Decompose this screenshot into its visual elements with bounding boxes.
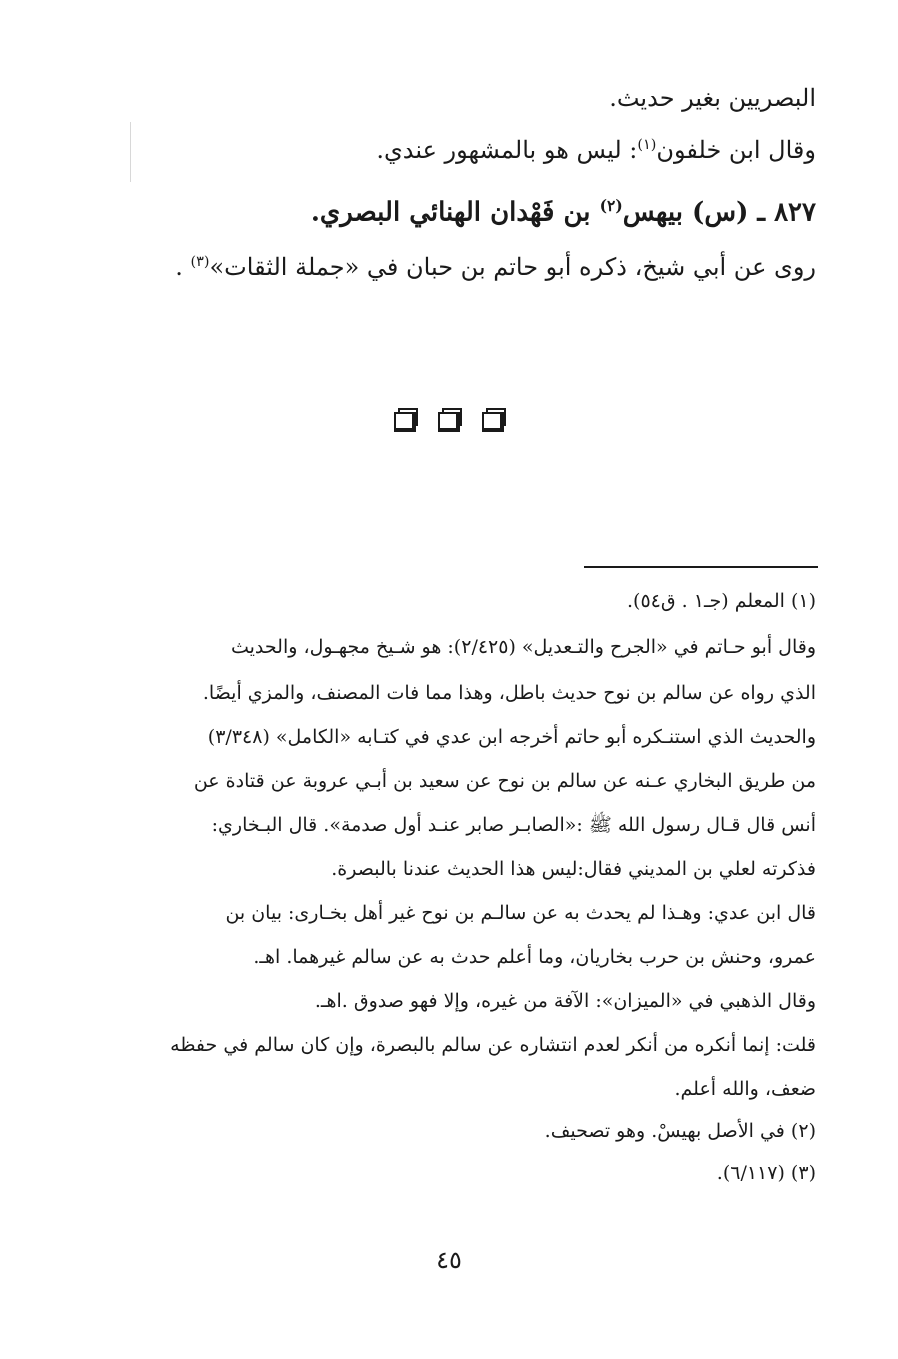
entry-heading xyxy=(311,196,816,228)
footnote-line: فذكرته لعلي بن المديني فقال:ليس هذا الحديث عندنا بالبصرة. xyxy=(331,858,816,880)
text-line-4-end: . xyxy=(175,253,191,281)
entry-heading-name: ٨٢٧ ـ (س) بيهس xyxy=(622,197,816,228)
footnote-1-cont xyxy=(225,902,816,925)
footnote-1-cont xyxy=(231,636,816,659)
footnote-line: وقال الذهبي في «الميزان»: الآفة من غيره، وإلا فهو صدوق .اهـ. xyxy=(314,990,816,1012)
footnote-1-cont xyxy=(203,682,816,705)
footnote-1-cont xyxy=(675,1078,817,1101)
section-divider-ornaments xyxy=(0,408,898,428)
text-line-1-content: البصريين بغير حديث. xyxy=(609,84,816,112)
text-line-4 xyxy=(175,253,816,282)
footnote-1-cont xyxy=(208,726,816,749)
footnote-1-cont xyxy=(170,1034,816,1057)
footnote-ref-2[interactable]: (٢) xyxy=(599,196,623,215)
footnote-1-cont xyxy=(315,990,816,1013)
footnote-3 xyxy=(717,1162,816,1185)
footnote-2 xyxy=(545,1120,816,1143)
footnote-line: قال ابن عدي: وهـذا لم يحدث به عن سالـم بن نوح غير أهل بخـارى: بيان بن xyxy=(225,902,816,924)
page-number: ٤٥ xyxy=(436,1246,462,1274)
ornament-square-icon xyxy=(438,408,460,428)
footnote-separator xyxy=(584,566,818,568)
footnote-line: ضعف، والله أعلم. xyxy=(674,1078,816,1100)
footnote-line: من طريق البخاري عـنه عن سالم بن نوح عن سعيد بن أبـي عروبة عن قتادة عن xyxy=(193,770,816,792)
footnote-line: وقال أبو حـاتم في «الجرح والتـعديل» (٢/٤٢٥): هو شـيخ مجهـول، والحديث xyxy=(230,636,816,658)
scan-edge-mark xyxy=(130,122,131,182)
footnote-line: (١) المعلم (جـ١ . ق٥٤). xyxy=(627,590,816,612)
text-line-2-start: وقال ابن خلفون xyxy=(656,136,816,164)
footnote-line: أنس قال قـال رسول الله ﷺ :«الصابـر صابر عنـد أول صدمة». قال البـخاري: xyxy=(211,814,816,836)
footnote-1-cont xyxy=(194,770,816,793)
text-line-2-end: : ليس هو بالمشهور عندي. xyxy=(376,136,638,164)
footnote-1-cont xyxy=(331,858,816,881)
footnote-line: (٢) في الأصل بهيسْ. وهو تصحيف. xyxy=(544,1120,816,1142)
ornament-square-icon xyxy=(482,408,504,428)
text-line-2 xyxy=(376,136,816,165)
footnote-1-cont xyxy=(212,814,816,837)
footnote-1-cont xyxy=(253,946,816,969)
footnote-ref-3[interactable]: (٣) xyxy=(190,254,210,270)
footnote-line: والحديث الذي استنـكره أبو حاتم أخرجه ابن عدي في كتـابه «الكامل» (٣/٣٤٨) xyxy=(207,726,816,748)
footnote-line: (٣) (٦/١١٧). xyxy=(716,1162,816,1184)
footnote-line: الذي رواه عن سالم بن نوح حديث باطل، وهذا مما فات المصنف، والمزي أيضًا. xyxy=(202,682,816,704)
text-line-4-content: روى عن أبي شيخ، ذكره أبو حاتم بن حبان في «جملة الثقات» xyxy=(209,253,816,281)
footnote-ref-1[interactable]: (١) xyxy=(637,137,657,153)
footnote-line: قلت: إنما أنكره من أنكر لعدم انتشاره عن سالم بالبصرة، وإن كان سالم في حفظه xyxy=(170,1034,816,1056)
ornament-square-icon xyxy=(394,408,416,428)
footnote-1 xyxy=(627,590,816,613)
text-line-1 xyxy=(609,84,816,113)
entry-heading-lineage: بن فَهْدان الهنائي البصري. xyxy=(310,197,600,228)
footnote-line: عمرو، وحنش بن حرب بخاريان، وما أعلم حدث به عن سالم غيرهما. اهـ. xyxy=(253,946,816,968)
